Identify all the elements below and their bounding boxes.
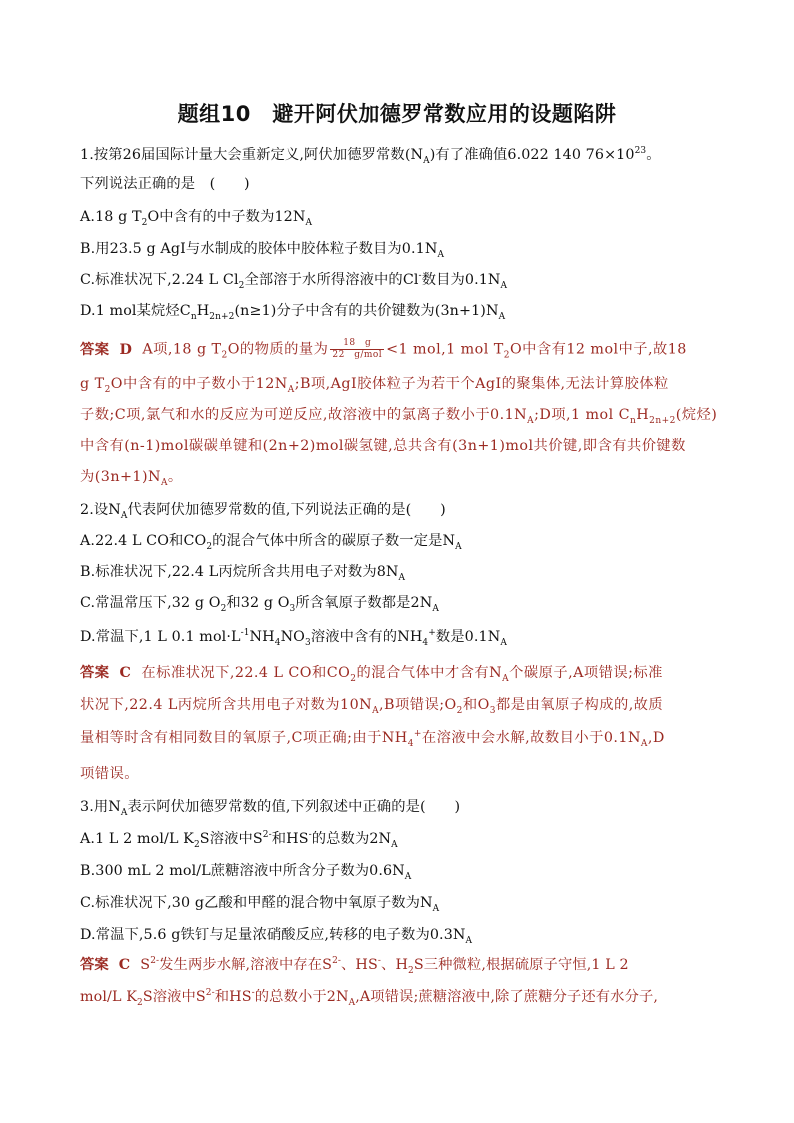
q1-option-c[interactable]: C.标准状况下,2.24 L $Cl_2$全部溶于水所得溶液中的Cl-数目为$0.1N_A$ <box>80 271 508 291</box>
q1-stem-line1: 1.按第26届国际计量大会重新定义,阿伏加德罗常数$(N_A)$有了准确值6.022 140 $76\times 10^{23}$。 <box>80 146 661 166</box>
q1-answer-line4: 中含有(n-1)mol碳碳单键和(2n+2)mol碳氢键,总共含有(3n+1)mol共价键,即含有共价键数 <box>80 438 686 454</box>
answer-letter: D <box>119 341 133 358</box>
q2-answer-line4: 项错误。 <box>80 766 139 782</box>
q3-answer-line2: mol/L $K_2S$溶液中$S^{2-}$和HS-的总数小于$2N_A,A$项错误;蔗糖溶液中,除了蔗糖分子还有水分子, <box>80 988 659 1008</box>
q2-answer-line3: 量相等时含有相同数目的氧原子,C项正确;由于$NH_4^+$在溶液中会水解,故数目小于$0.1N_A,D$ <box>80 729 665 749</box>
q2-option-b[interactable]: B.标准状况下,22.4 L丙烷所含共用电子对数为$8N_A$ <box>80 564 406 583</box>
q3-option-d[interactable]: D.常温下,5.6 g铁钉与足量浓硝酸反应,转移的电子数为$0.3N_A$ <box>80 927 473 946</box>
answer-letter: C <box>119 665 132 681</box>
page-title: 题组10 避开阿伏加德罗常数应用的设题陷阱 <box>177 102 617 126</box>
q3-option-c[interactable]: C.标准状况下,30 g乙酸和甲醛的混合物中氧原子数为$N_A$ <box>80 895 440 914</box>
answer-letter: C <box>118 957 131 973</box>
answer-label: 答案 <box>80 665 110 681</box>
answer-label: 答案 <box>80 957 109 973</box>
q1-answer-line2: g $T_2O$中含有的中子数小于$12N_A;B$项,AgI胶体粒子为若干个AgI的聚集体,无法计算胶体粒 <box>80 376 669 395</box>
q2-answer-line2: 状况下,22.4 L丙烷所含共用电子对数为$10N_A,B$项错误$;O_2$和$O_3$都是由氧原子构成的,故质 <box>80 697 664 716</box>
q1-answer-line3: 子数;C项,氯气和水的反应为可逆反应,故溶液中的氯离子数小于$0.1N_A;D$项,1 mol $C_nH_{2n+2}$(烷烃) <box>80 407 718 426</box>
q1-option-d[interactable]: D.1 mol某烷烃$C_nH_{2n+2}(n\ge 1)$分子中含有的共价键数为$(3n+1)N_A$ <box>80 303 506 322</box>
q3-option-a[interactable]: A.1 L 2 mol/L $K_2S$溶液中$S^{2-}$和HS-的总数为$2N_A$ <box>80 830 398 850</box>
q1-stem-line2: 下列说法正确的是 ( ) <box>80 176 250 192</box>
q3-stem: 3.用$N_A$表示阿伏加德罗常数的值,下列叙述中正确的是( ) <box>80 799 461 818</box>
q3-answer-line1: 答案 C $S^{2-}$发生两步水解,溶液中存在$S^{2-}$、HS-、$H_2S$三种微粒,根据硫原子守恒,1 L 2 <box>80 956 629 976</box>
q1-answer-line5: 为$(3n+1)N_A$。 <box>80 469 183 488</box>
molar-fraction: $\frac{18 g}{\text{22 g/mol}}$ <box>332 338 383 360</box>
q2-option-c[interactable]: C.常温常压下,32 g $O_2$和32 g $O_3$所含氧原子数都是$2N_A$ <box>80 595 439 614</box>
q2-stem: 2.设$N_A$代表阿伏加德罗常数的值,下列说法正确的是( ) <box>80 502 446 521</box>
q2-option-a[interactable]: A.22.4 L CO和$CO_2$的混合气体中所含的碳原子数一定是$N_A$ <box>80 533 462 552</box>
q2-answer-line1: 答案 C 在标准状况下,22.4 L CO和$CO_2$的混合气体中才含有$N_A$个碳原子,A项错误;标准 <box>80 665 663 684</box>
answer-label: 答案 <box>80 341 110 358</box>
q2-option-d[interactable]: D.常温下,1 L 0.1 $mol\cdot L^{-1}NH_4NO_3$溶液中含有的$NH_4^+$数是$0.1N_A$ <box>80 628 507 648</box>
q3-option-b[interactable]: B.300 mL 2 mol/L蔗糖溶液中所含分子数为$0.6N_A$ <box>80 863 412 882</box>
q1-answer-line1: 答案 D A项,18 g $T_2O$的物质的量为 $\frac{18 g}{\text{22 g/mol}}$ <1 mol,1 mol $T_2O$中含有12 mol中子,故18 <box>80 338 687 361</box>
q1-option-a[interactable]: A.18 g $T_2O$中含有的中子数为$12N_A$ <box>80 209 313 228</box>
q1-option-b[interactable]: B.用23.5 g AgI与水制成的胶体中胶体粒子数目为$0.1N_A$ <box>80 241 445 260</box>
